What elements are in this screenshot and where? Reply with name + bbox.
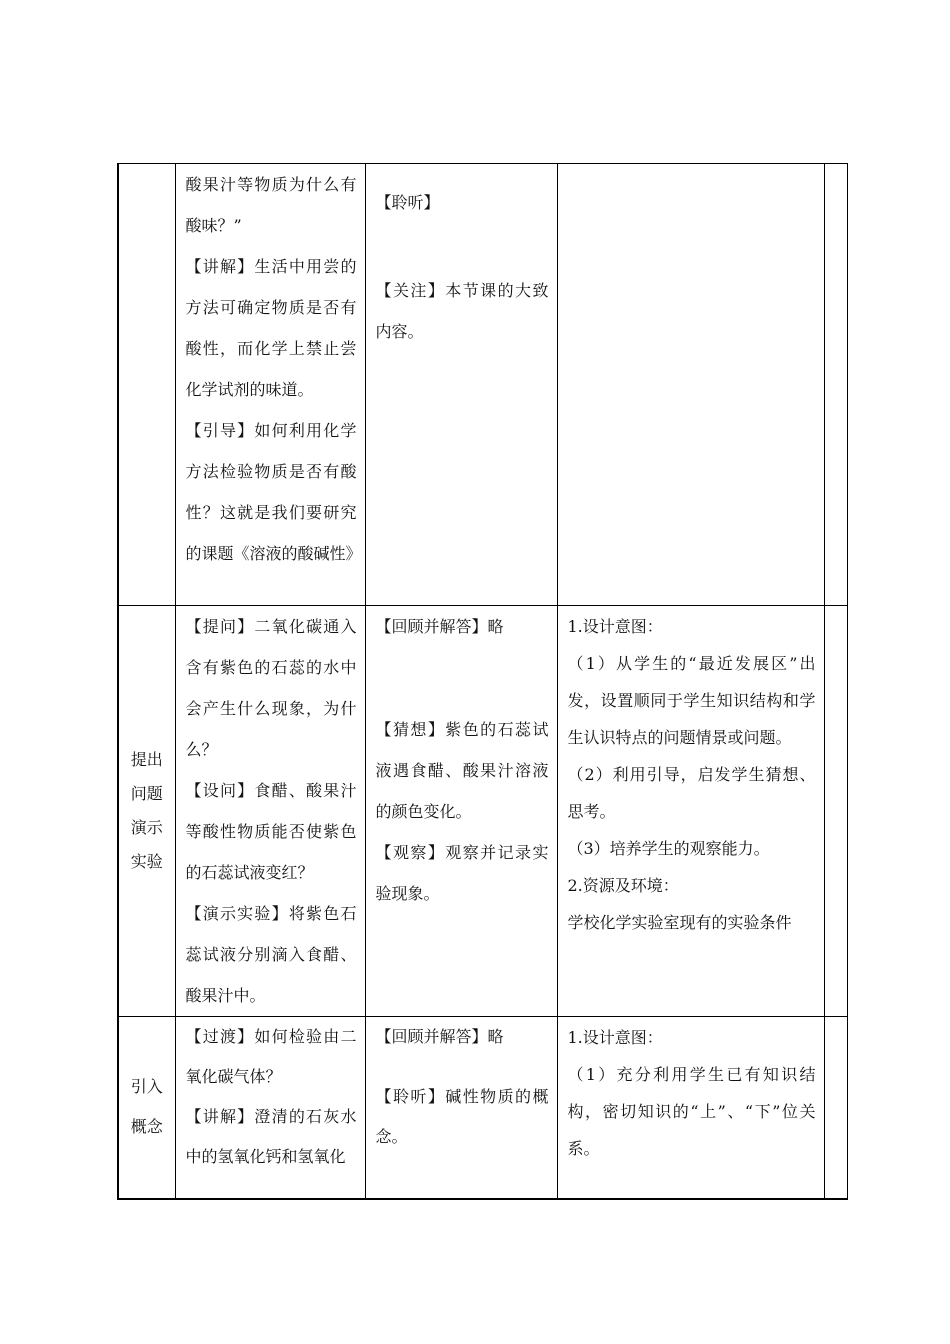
design-text: 学校化学实验室现有的实验条件 bbox=[567, 913, 792, 932]
student-text: 【聆听】 bbox=[375, 193, 440, 212]
design-text: 1.设计意图： bbox=[567, 1028, 663, 1047]
student-text: 【聆听】碱性物质的概念。 bbox=[375, 1087, 549, 1146]
teacher-activity-cell bbox=[175, 606, 365, 1017]
teacher-text: 酸果汁等物质为什么有酸味？” bbox=[185, 175, 357, 235]
design-intent-cell bbox=[557, 606, 824, 1017]
student-activity-cell bbox=[365, 1017, 557, 1199]
teacher-text: 【讲解】澄清的石灰水中的氢氧化钙和氢氧化 bbox=[185, 1107, 357, 1166]
stage-label: 演示 bbox=[130, 818, 163, 837]
lesson-plan-table bbox=[117, 163, 848, 1200]
teacher-activity-cell bbox=[175, 1017, 365, 1199]
teacher-text: 【讲解】生活中用尝的方法可确定物质是否有酸性，而化学上禁止尝化学试剂的味道。 bbox=[185, 257, 357, 399]
design-text: 2.资源及环境： bbox=[567, 876, 679, 895]
teacher-text: 【过渡】如何检验由二氧化碳气体？ bbox=[185, 1027, 357, 1086]
table-row bbox=[118, 1017, 847, 1199]
design-text: 1.设计意图： bbox=[567, 617, 663, 636]
student-text: 【观察】观察并记录实验现象。 bbox=[375, 843, 549, 903]
student-text: 【回顾并解答】略 bbox=[375, 1027, 504, 1046]
teacher-text: 【设问】食醋、酸果汁等酸性物质能否使紫色的石蕊试液变红？ bbox=[185, 781, 357, 882]
margin-cell bbox=[824, 1017, 847, 1199]
table-row bbox=[118, 606, 847, 1017]
stage-cell bbox=[118, 164, 175, 606]
design-text: （3）培养学生的观察能力。 bbox=[567, 839, 770, 858]
teacher-text: 【演示实验】将紫色石蕊试液分别滴入食醋、酸果汁中。 bbox=[185, 904, 357, 1005]
student-text: 【猜想】紫色的石蕊试液遇食醋、酸果汁溶液的颜色变化。 bbox=[375, 720, 549, 821]
table-row bbox=[118, 164, 847, 606]
stage-label: 概念 bbox=[130, 1117, 163, 1137]
design-intent-cell bbox=[557, 1017, 824, 1199]
student-text: 【回顾并解答】略 bbox=[375, 617, 504, 636]
margin-cell bbox=[824, 606, 847, 1017]
stage-label: 问题 bbox=[130, 784, 163, 803]
stage-label: 引入 bbox=[130, 1077, 163, 1097]
student-text: 【关注】本节课的大致内容。 bbox=[375, 281, 549, 341]
student-activity-cell bbox=[365, 164, 557, 606]
stage-label: 提出 bbox=[130, 750, 163, 769]
stage-cell bbox=[118, 606, 175, 1017]
design-text: （2）利用引导，启发学生猜想、思考。 bbox=[567, 765, 816, 821]
stage-label: 实验 bbox=[130, 852, 163, 871]
teacher-text: 【引导】如何利用化学方法检验物质是否有酸性？这就是我们要研究的课题《溶液的酸碱性》 bbox=[185, 421, 362, 563]
design-text: （1）充分利用学生已有知识结构，密切知识的“上”、“下”位关系。 bbox=[567, 1065, 816, 1158]
teacher-text: 【提问】二氧化碳通入含有紫色的石蕊的水中会产生什么现象，为什么？ bbox=[185, 617, 357, 759]
student-activity-cell bbox=[365, 606, 557, 1017]
design-intent-cell bbox=[557, 164, 824, 606]
design-text: （1）从学生的“最近发展区”出发，设置顺同于学生知识结构和学生认识特点的问题情景或问题。 bbox=[567, 654, 816, 747]
teacher-activity-cell bbox=[175, 164, 365, 606]
stage-cell bbox=[118, 1017, 175, 1199]
margin-cell bbox=[824, 164, 847, 606]
